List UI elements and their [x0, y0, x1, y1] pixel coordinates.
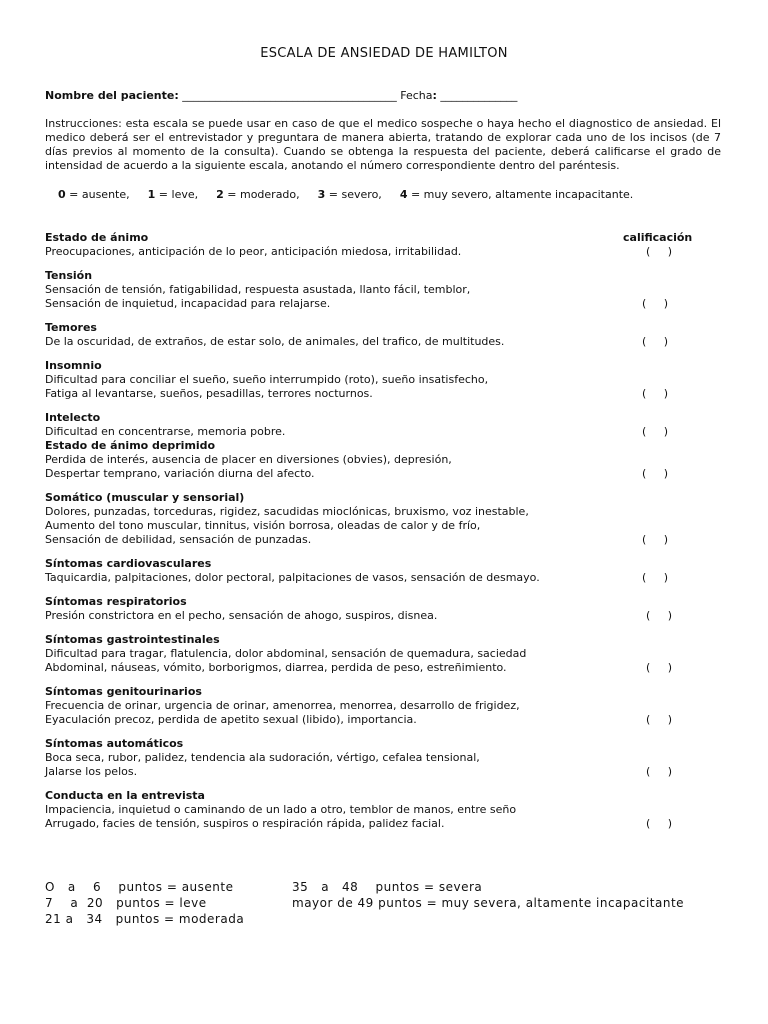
item-description: Dificultad para conciliar el sueño, sueño interrumpido (roto), sueño insatisfecho, [45, 373, 489, 386]
item-block [45, 595, 725, 623]
item-block [45, 439, 725, 481]
item-block [45, 491, 725, 547]
rating-field[interactable]: ( ) [646, 609, 673, 622]
item-title: Estado de ánimo deprimido [45, 439, 216, 452]
legend-row [45, 879, 483, 895]
legend-row [45, 895, 685, 911]
scale-item: 3 = severo, [317, 188, 382, 201]
legend-range: 21 a 34 puntos = moderada [45, 912, 245, 926]
item-block [45, 557, 725, 585]
item-title: Intelecto [45, 411, 101, 424]
item-title: Tensión [45, 269, 93, 282]
item-block [45, 321, 725, 349]
rating-field[interactable]: ( ) [646, 661, 673, 674]
item-description: Abdominal, náuseas, vómito, borborigmos, diarrea, perdida de peso, estreñimiento. [45, 661, 507, 674]
scale-item: 4 = muy severo, altamente incapacitante. [399, 188, 634, 201]
item-block [45, 359, 725, 401]
items-list [45, 231, 725, 841]
item-description: Aumento del tono muscular, tinnitus, visión borrosa, oleadas de calor y de frío, [45, 519, 481, 532]
legend-range: 7 a 20 puntos = leve [45, 896, 207, 910]
rating-field[interactable]: ( ) [642, 467, 669, 480]
scale-item: 0 = ausente, [58, 188, 130, 201]
item-title: Temores [45, 321, 97, 334]
legend-range: mayor de 49 puntos = muy severa, altamente incapacitante [292, 896, 685, 910]
patient-info-line [45, 89, 517, 102]
item-title: Síntomas respiratorios [45, 595, 187, 608]
item-description: Arrugado, facies de tensión, suspiros o respiración rápida, palidez facial. [45, 817, 445, 830]
legend-range: 35 a 48 puntos = severa [292, 880, 483, 894]
date-label: Fecha: [400, 89, 437, 102]
legend-row [45, 911, 244, 927]
item-description: Preocupaciones, anticipación de lo peor, anticipación miedosa, irritabilidad. [45, 245, 462, 258]
item-block [45, 789, 725, 831]
instructions: Instrucciones: esta escala se puede usar en caso de que el medico sospeche o haya hecho el diagnostico de ansiedad. El medico deberá ser el entrevistador y preguntara de manera abierta, tratando de explorar cada uno de los incisos (de 7 días previos al momento de la consulta). Cuando se obtenga la respuesta del paciente, deberá calificarse el grado de intensidad de acuerdo a la siguiente escala, anotando el número correspondiente dentro del paréntesis. [45, 117, 721, 172]
item-description: Boca seca, rubor, palidez, tendencia ala sudoración, vértigo, cefalea tensional, [45, 751, 480, 764]
rating-field[interactable]: ( ) [646, 817, 673, 830]
item-description: Presión constrictora en el pecho, sensación de ahogo, suspiros, disnea. [45, 609, 438, 622]
rating-field[interactable]: ( ) [646, 765, 673, 778]
item-description: Frecuencia de orinar, urgencia de orinar, amenorrea, menorrea, desarrollo de frigidez, [45, 699, 520, 712]
patient-name-blank[interactable]: _______________________________________ [182, 89, 397, 102]
item-description: Despertar temprano, variación diurna del afecto. [45, 467, 315, 480]
rating-column-header: calificación [623, 231, 693, 244]
patient-name-label: Nombre del paciente: [45, 89, 179, 102]
item-description: Sensación de tensión, fatigabilidad, respuesta asustada, llanto fácil, temblor, [45, 283, 471, 296]
rating-field[interactable]: ( ) [642, 297, 669, 310]
item-block [45, 685, 725, 727]
item-block [45, 737, 725, 779]
item-title: Somático (muscular y sensorial) [45, 491, 245, 504]
item-description: Dificultad para tragar, flatulencia, dolor abdominal, sensación de quemadura, saciedad [45, 647, 527, 660]
scale-item: 1 = leve, [147, 188, 199, 201]
rating-field[interactable]: ( ) [642, 425, 669, 438]
rating-field[interactable]: ( ) [646, 245, 673, 258]
item-block [45, 269, 725, 311]
item-description: De la oscuridad, de extraños, de estar solo, de animales, del trafico, de multitudes. [45, 335, 505, 348]
rating-field[interactable]: ( ) [646, 713, 673, 726]
page-title: ESCALA DE ANSIEDAD DE HAMILTON [260, 46, 508, 61]
item-description: Impaciencia, inquietud o caminando de un lado a otro, temblor de manos, entre seño [45, 803, 517, 816]
item-title: Síntomas automáticos [45, 737, 184, 750]
item-block [45, 231, 725, 259]
item-description: Dificultad en concentrarse, memoria pobre. [45, 425, 286, 438]
item-title: Estado de ánimo [45, 231, 149, 244]
item-description: Taquicardia, palpitaciones, dolor pectoral, palpitaciones de vasos, sensación de desmayo. [45, 571, 540, 584]
item-description: Fatiga al levantarse, sueños, pesadillas, terrores nocturnos. [45, 387, 373, 400]
item-block [45, 411, 725, 439]
rating-field[interactable]: ( ) [642, 571, 669, 584]
item-description: Jalarse los pelos. [45, 765, 138, 778]
rating-field[interactable]: ( ) [642, 335, 669, 348]
item-description: Perdida de interés, ausencia de placer en diversiones (obvies), depresión, [45, 453, 452, 466]
item-title: Insomnio [45, 359, 102, 372]
item-description: Eyaculación precoz, perdida de apetito sexual (libido), importancia. [45, 713, 417, 726]
item-title: Síntomas genitourinarios [45, 685, 202, 698]
date-blank[interactable]: ______________ [440, 89, 518, 102]
rating-scale [58, 188, 651, 201]
item-title: Síntomas cardiovasculares [45, 557, 212, 570]
item-title: Conducta en la entrevista [45, 789, 205, 802]
rating-field[interactable]: ( ) [642, 533, 669, 546]
item-description: Dolores, punzadas, torceduras, rigidez, sacudidas mioclónicas, bruxismo, voz inestable, [45, 505, 529, 518]
score-legend [45, 879, 685, 927]
item-block [45, 633, 725, 675]
item-title: Síntomas gastrointestinales [45, 633, 220, 646]
legend-range: O a 6 puntos = ausente [45, 880, 234, 894]
item-description: Sensación de debilidad, sensación de punzadas. [45, 533, 312, 546]
item-description: Sensación de inquietud, incapacidad para relajarse. [45, 297, 331, 310]
scale-item: 2 = moderado, [216, 188, 300, 201]
rating-field[interactable]: ( ) [642, 387, 669, 400]
